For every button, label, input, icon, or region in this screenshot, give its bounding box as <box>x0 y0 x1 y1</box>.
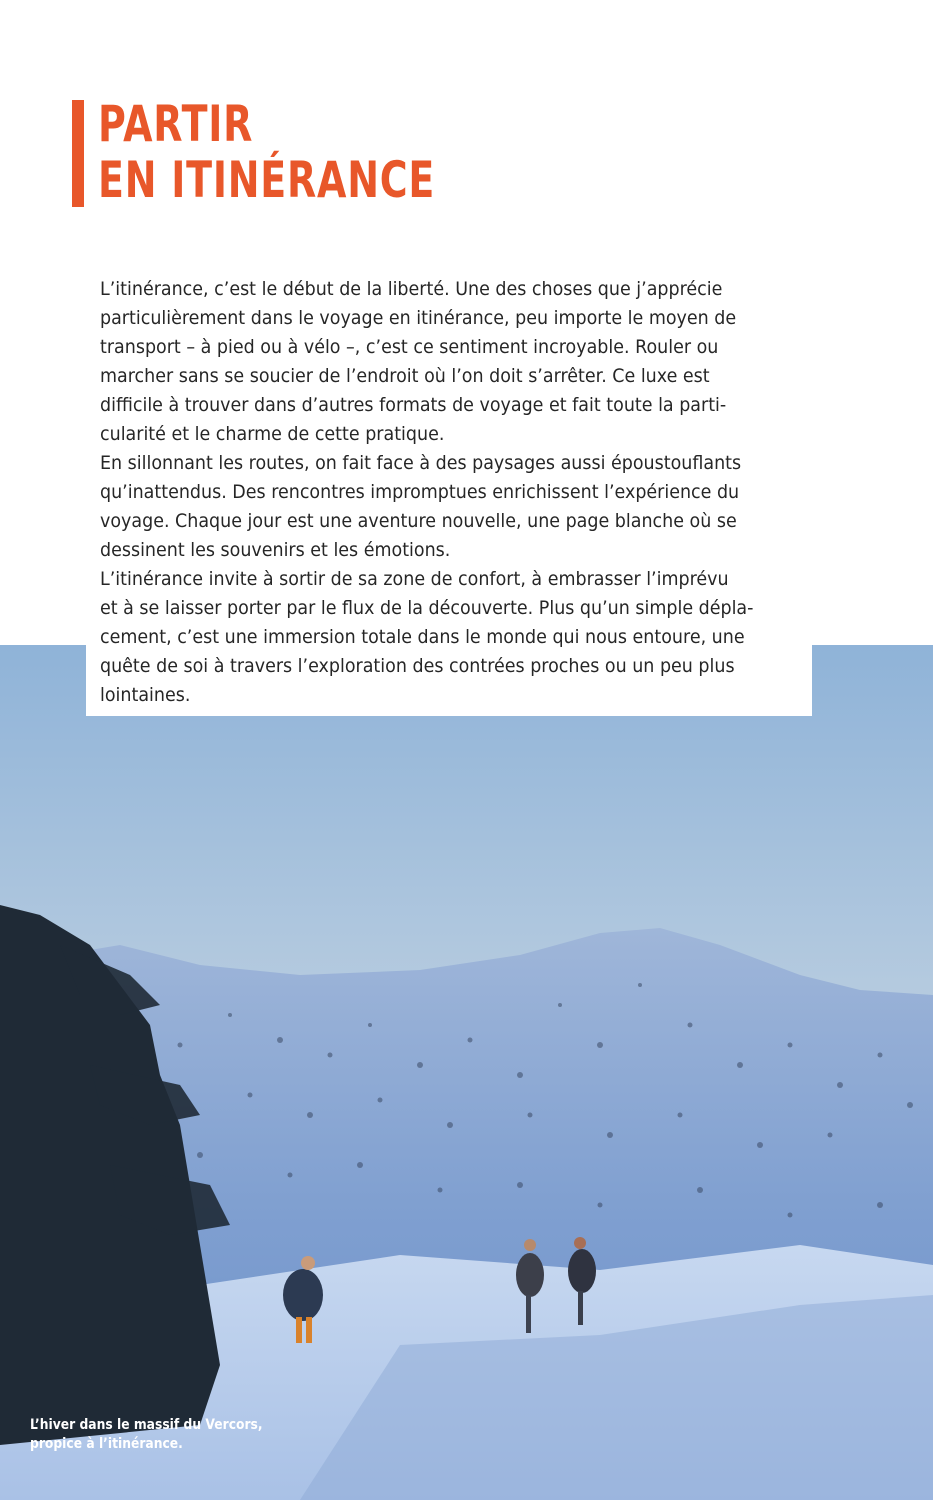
text-line: L’itinérance, c’est le début de la liberté. Une des choses que j’apprécie <box>100 278 723 300</box>
text-line: dessinent les souvenirs et les émotions. <box>100 539 451 561</box>
text-line: qu’inattendus. Des rencontres impromptues enrichissent l’expérience du <box>100 481 740 503</box>
text-line: quête de soi à travers l’exploration des contrées proches ou un peu plus <box>100 655 735 677</box>
body-text <box>100 275 754 710</box>
text-line: marcher sans se soucier de l’endroit où l’on doit s’arrêter. Ce luxe est <box>100 365 710 387</box>
caption-line-2: propice à l’itinérance. <box>30 1436 183 1452</box>
text-line: En sillonnant les routes, on fait face à des paysages aussi époustouflants <box>100 452 742 474</box>
text-line: particulièrement dans le voyage en itinérance, peu importe le moyen de <box>100 307 737 329</box>
text-line: cement, c’est une immersion totale dans le monde qui nous entoure, une <box>100 626 745 648</box>
paragraph-3 <box>100 565 754 710</box>
hero-photo-vercors <box>0 645 933 1500</box>
text-line: transport – à pied ou à vélo –, c’est ce sentiment incroyable. Rouler ou <box>100 336 719 358</box>
text-line: lointaines. <box>100 684 191 706</box>
text-line: voyage. Chaque jour est une aventure nouvelle, une page blanche où se <box>100 510 737 532</box>
title-accent-bar <box>72 100 84 207</box>
page-title <box>98 96 435 208</box>
text-line: difficile à trouver dans d’autres formats de voyage et fait toute la parti- <box>100 394 727 416</box>
text-line: cularité et le charme de cette pratique. <box>100 423 445 445</box>
caption-line-1: L’hiver dans le massif du Vercors, <box>30 1417 263 1433</box>
title-line-1: PARTIR <box>98 95 254 153</box>
paragraph-1 <box>100 275 744 449</box>
title-line-2: EN ITINÉRANCE <box>98 151 436 209</box>
paragraph-2 <box>100 449 744 565</box>
text-line: et à se laisser porter par le flux de la découverte. Plus qu’un simple dépla- <box>100 597 754 619</box>
photo-caption <box>30 1416 263 1454</box>
text-line: L’itinérance invite à sortir de sa zone de confort, à embrasser l’imprévu <box>100 568 729 590</box>
